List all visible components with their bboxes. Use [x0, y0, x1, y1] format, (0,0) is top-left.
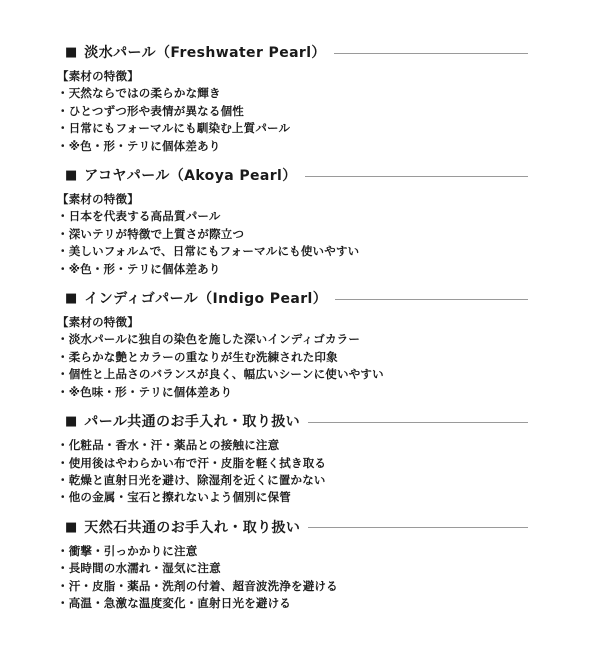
- pearl-section: [57, 412, 528, 507]
- list-item: ・日本を代表する高品質パール: [57, 209, 221, 224]
- square-bullet-icon: ■: [65, 45, 78, 60]
- section-items: [57, 85, 528, 155]
- section-heading: [57, 412, 528, 432]
- pearl-section: [57, 166, 528, 278]
- section-items: [57, 437, 528, 507]
- list-item: ・※色味・形・テリに個体差あり: [57, 384, 233, 399]
- square-bullet-icon: ■: [65, 168, 78, 184]
- list-item: ・衝撃・引っかかりに注意: [57, 543, 198, 558]
- section-items: [57, 331, 528, 401]
- list-item: ・日常にもフォーマルにも馴染む上質パール: [57, 121, 291, 136]
- section-heading: [57, 289, 528, 309]
- list-item: ・長時間の水濡れ・湿気に注意: [57, 561, 221, 576]
- list-item: ・高温・急激な温度変化・直射日光を避ける: [57, 595, 291, 610]
- section-items: [57, 543, 528, 613]
- section-heading: [57, 43, 528, 63]
- list-item: ・美しいフォルムで、日常にもフォーマルにも使いやすい: [57, 244, 360, 259]
- pearl-section: [57, 43, 528, 155]
- heading-rule: [334, 53, 528, 54]
- list-item: ・使用後はやわらかい布で汗・皮脂を軽く拭き取る: [57, 455, 327, 470]
- section-subheader: 【素材の特徴】: [57, 69, 139, 83]
- list-item: ・化粧品・香水・汗・薬品との接触に注意: [57, 438, 280, 453]
- list-item: ・汗・皮脂・薬品・洗剤の付着、超音波洗浄を避ける: [57, 578, 338, 593]
- section-subheader: 【素材の特徴】: [57, 192, 139, 207]
- heading-rule: [305, 176, 528, 177]
- square-bullet-icon: ■: [65, 414, 78, 430]
- list-item: ・天然ならではの柔らかな輝き: [57, 86, 221, 101]
- pearl-section: [57, 518, 528, 613]
- list-item: ・柔らかな艶とカラーの重なりが生む洗練された印象: [57, 349, 338, 364]
- square-bullet-icon: ■: [65, 519, 78, 535]
- section-heading: [57, 518, 528, 538]
- pearl-section: [57, 289, 528, 401]
- list-item: ・他の金属・宝石と擦れないよう個別に保管: [57, 490, 291, 505]
- list-item: ・※色・形・テリに個体差あり: [57, 261, 221, 276]
- section-items: [57, 208, 528, 278]
- list-item: ・深いテリが特徴で上質さが際立つ: [57, 226, 245, 241]
- section-title: 天然石共通のお手入れ・取り扱い: [84, 519, 301, 536]
- list-item: ・ひとつずつ形や表情が異なる個性: [57, 103, 244, 118]
- list-item: ・※色・形・テリに個体差あり: [57, 138, 221, 153]
- heading-rule: [308, 422, 528, 423]
- section-title: 淡水パール（Freshwater Pearl）: [84, 45, 326, 61]
- list-item: ・個性と上品さのバランスが良く、幅広いシーンに使いやすい: [57, 367, 384, 382]
- section-heading: [57, 166, 528, 186]
- section-title: インディゴパール（Indigo Pearl）: [84, 291, 328, 308]
- square-bullet-icon: ■: [65, 291, 78, 307]
- section-subheader: 【素材の特徴】: [57, 315, 139, 330]
- section-title: アコヤパール（Akoya Pearl）: [84, 168, 297, 185]
- list-item: ・乾燥と直射日光を避け、除湿剤を近くに置かない: [57, 472, 326, 487]
- heading-rule: [335, 299, 528, 300]
- section-title: パール共通のお手入れ・取り扱い: [84, 414, 301, 431]
- heading-rule: [308, 527, 528, 528]
- list-item: ・淡水パールに独自の染色を施した深いインディゴカラー: [57, 332, 361, 347]
